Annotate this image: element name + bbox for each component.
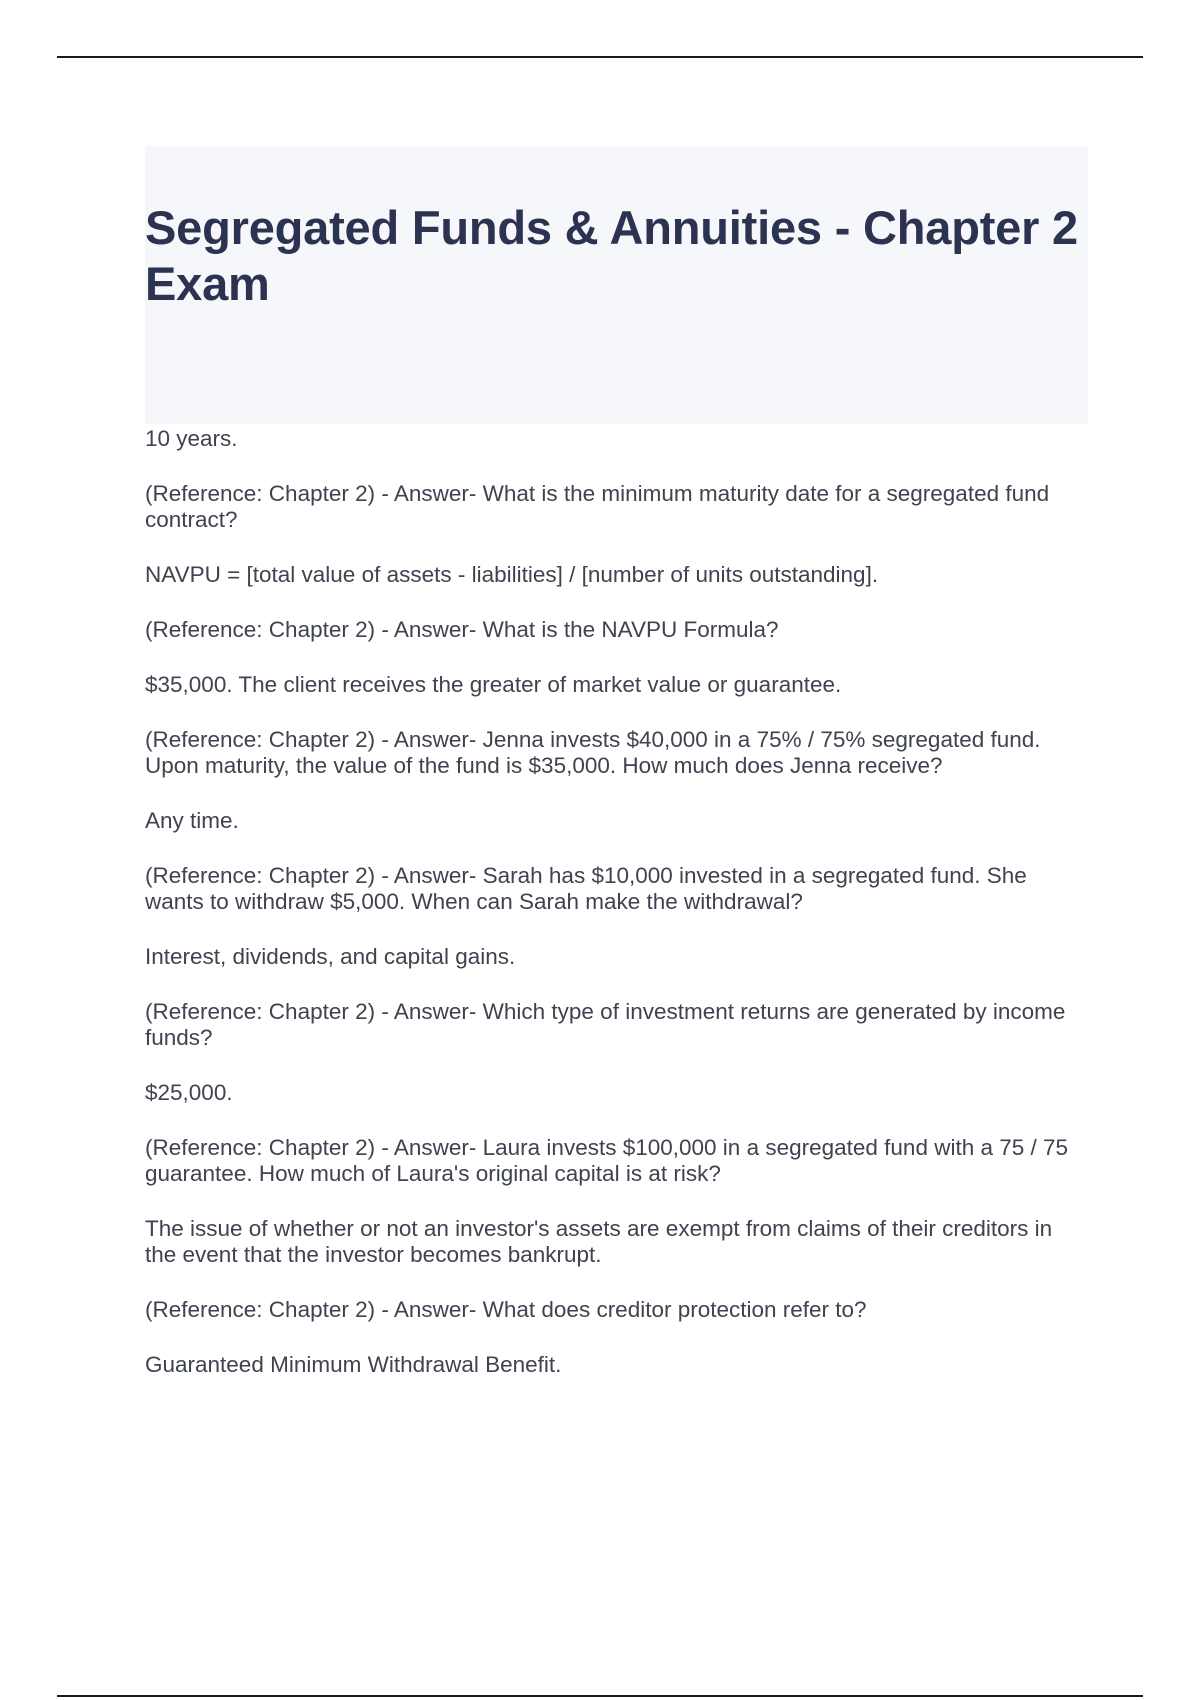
answer-paragraph: Any time. [145,808,239,833]
answer-paragraph: $25,000. [145,1080,233,1105]
answer-paragraph: The issue of whether or not an investor's assets are exempt from claims of their creditors in the event that the investor becomes bankrupt. [145,1216,1053,1267]
document-title: Segregated Funds & Annuities - Chapter 2 Exam [145,201,1078,310]
answer-paragraph: $35,000. The client receives the greater of market value or guarantee. [145,672,842,697]
document-body [145,424,1085,1407]
top-rule [57,56,1143,58]
question-paragraph: (Reference: Chapter 2) - Answer- Sarah has $10,000 invested in a segregated fund. She wants to withdraw $5,000. When can Sarah make the withdrawal? [145,863,1027,914]
question-paragraph: (Reference: Chapter 2) - Answer- Jenna invests $40,000 in a 75% / 75% segregated fund. Upon maturity, the value of the fund is $35,000. How much does Jenna receive? [145,727,1041,778]
question-paragraph: (Reference: Chapter 2) - Answer- What is the NAVPU Formula? [145,617,779,642]
question-paragraph: (Reference: Chapter 2) - Answer- Which type of investment returns are generated by income funds? [145,999,1066,1050]
question-paragraph: (Reference: Chapter 2) - Answer- What is the minimum maturity date for a segregated fund contract? [145,481,1050,532]
answer-paragraph: NAVPU = [total value of assets - liabilities] / [number of units outstanding]. [145,562,879,587]
answer-paragraph: Interest, dividends, and capital gains. [145,944,516,969]
question-paragraph: (Reference: Chapter 2) - Answer- Laura invests $100,000 in a segregated fund with a 75 / 75 guarantee. How much of Laura's original capital is at risk? [145,1135,1069,1186]
answer-paragraph: Guaranteed Minimum Withdrawal Benefit. [145,1352,562,1377]
answer-paragraph: 10 years. [145,426,238,451]
bottom-rule [57,1695,1143,1697]
question-paragraph: (Reference: Chapter 2) - Answer- What does creditor protection refer to? [145,1297,867,1322]
